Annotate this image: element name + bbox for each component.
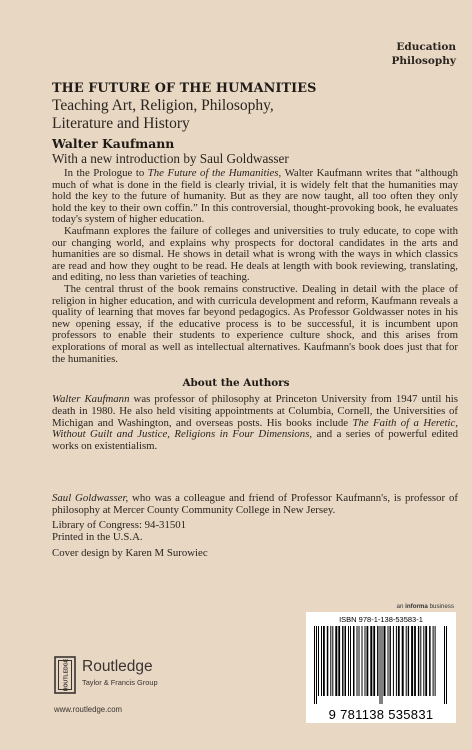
description-p1-rest: Walter Kaufmann writes that “although much of what is done in the field is clearly trivial, it is widely felt that the humanities may hold the key to the future of humanity. But as they are now taught, all too often they only hold the key to their own coffin.” In this controversial, thought-provoking book, he evaluates today's system of higher education. xyxy=(52,167,458,226)
publisher-group: Taylor & Francis Group xyxy=(82,678,158,687)
bio-goldwasser xyxy=(52,493,458,517)
description-paragraph-2: Kaufmann explores the failure of colleges and universities to truly educate, to cope with our changing world, and explains why prospects for doctoral candidates in the arts and humanities are so dismal. He shows in detail what is wrong with the ways in which classics are read and how they ought to be read. He deals at length with book reviewing, translating, and editing, no less than varieties of teaching. xyxy=(52,224,458,284)
bio-kaufmann xyxy=(52,394,458,453)
book-author: Walter Kaufmann xyxy=(52,136,175,151)
bio-kaufmann-text-1: was professor of philosophy at Princeton University from 1947 until his death in 1980. He also held visiting appointments at Columbia, Cornell, the Universities of Michigan and Washington, and overseas posts. His books include xyxy=(52,393,458,429)
bio-kaufmann-books: The Faith of a Heretic, Without Guilt and Justice, Religions in Four Dimensions, xyxy=(52,416,459,441)
bio-kaufmann-name: Walter Kaufmann xyxy=(52,393,130,405)
introduction-credit: With a new introduction by Saul Goldwasser xyxy=(52,151,289,166)
informa-business-label xyxy=(397,603,454,610)
category-philosophy: Philosophy xyxy=(391,55,456,67)
category-education: Education xyxy=(396,41,456,53)
publisher-name: Routledge xyxy=(82,658,153,675)
description-p1-start: In the Prologue to xyxy=(64,167,148,179)
book-subtitle xyxy=(52,97,392,133)
bio-kaufmann-text-2: and a series of powerful edited works on existentialism. xyxy=(52,428,459,453)
library-of-congress: Library of Congress: 94-31501 xyxy=(52,519,187,531)
subtitle-line-2: Literature and History xyxy=(52,115,190,132)
routledge-logo-icon xyxy=(54,656,76,694)
svg-text:ROUTLEDGE: ROUTLEDGE xyxy=(63,658,70,692)
description-paragraph-1 xyxy=(52,168,458,226)
about-authors-heading: About the Authors xyxy=(182,377,290,389)
bio-goldwasser-text: who was a colleague and friend of Professor Kaufmann's, is professor of philosophy at Mercer County Community College in New Jersey. xyxy=(52,492,458,516)
cover-design-credit: Cover design by Karen M Surowiec xyxy=(52,547,208,559)
informa-prefix: an xyxy=(396,603,406,610)
isbn-barcode xyxy=(306,612,456,723)
informa-brand: informa xyxy=(405,603,428,610)
isbn-number: ISBN 978-1-138-53583-1 xyxy=(339,615,423,624)
book-description xyxy=(52,168,458,365)
publisher-url: www.routledge.com xyxy=(54,705,123,714)
bio-goldwasser-name: Saul Goldwasser, xyxy=(52,492,129,504)
description-paragraph-3: The central thrust of the book remains constructive. Dealing in detail with the place of religion in higher education, and with curricula development and reform, Kaufmann reveals a quality of learning that moves far beyond pedagogics. As Professor Goldwasser notes in his new opening essay, if the educative process is to be successful, it is incumbent upon professors to enable their students to experience culture shock, and this arises from explorations of moral as well as intellectual alternatives. Kaufmann's book does just that for the humanities. xyxy=(52,282,458,365)
subtitle-line-1: Teaching Art, Religion, Philosophy, xyxy=(52,97,274,114)
barcode-digits: 9 781138 535831 xyxy=(328,707,434,722)
printed-in: Printed in the U.S.A. xyxy=(52,531,143,543)
description-p1-title: The Future of the Humanities, xyxy=(147,167,282,179)
informa-suffix: business xyxy=(427,603,454,610)
category-label xyxy=(391,40,456,68)
barcode-bars xyxy=(312,626,450,704)
book-title: THE FUTURE OF THE HUMANITIES xyxy=(52,81,317,96)
